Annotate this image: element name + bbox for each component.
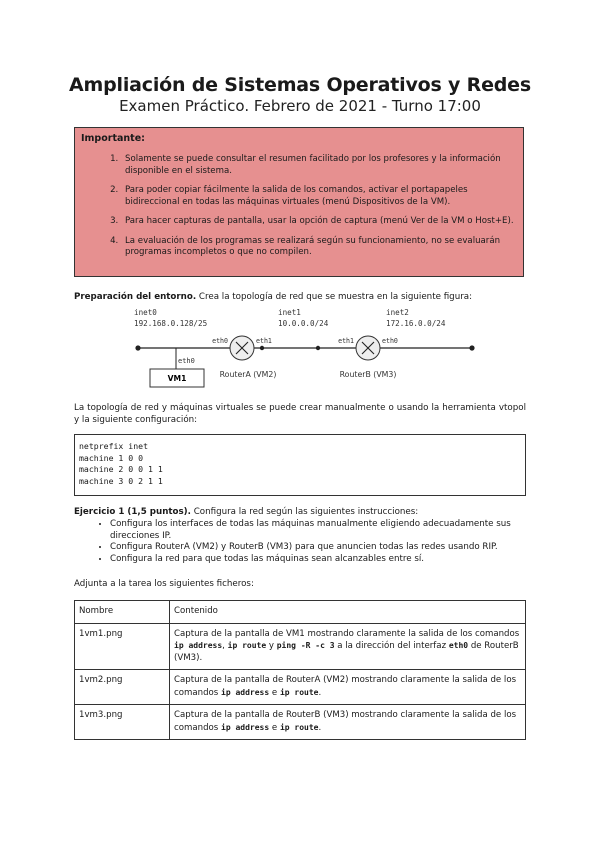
vm1-label: VM1 xyxy=(167,374,187,383)
routerB-right-iface: eth0 xyxy=(382,337,398,345)
important-item: 4. La evaluación de los programas se realizará según su funcionamiento, no se evaluarán programas incompletos o que no compilen. xyxy=(121,236,517,259)
exercise1-bullet: • Configura RouterA (VM2) y RouterB (VM3) para que anuncien todas las redes usando RIP. xyxy=(110,542,550,554)
attach-paragraph: Adjunta a la tarea los siguientes ficheros: xyxy=(74,579,254,589)
routerB-label: RouterB (VM3) xyxy=(339,370,397,379)
network-endpoint-right xyxy=(469,345,474,350)
important-item: 1. Solamente se puede consultar el resumen facilitado por los profesores y la información disponible en el sistema. xyxy=(121,154,517,177)
vm1-iface-label: eth0 xyxy=(178,357,195,365)
file-description: Captura de la pantalla de RouterB (VM3) mostrando claramente la salida de los comandos ip address e ip route. xyxy=(170,705,526,740)
table-row xyxy=(75,705,526,740)
command-text: ip address xyxy=(174,641,223,650)
table-row xyxy=(75,623,526,670)
command-text: ip route xyxy=(227,641,267,650)
network-diagram xyxy=(120,306,490,396)
files-table xyxy=(74,600,526,740)
routerA-left-iface: eth0 xyxy=(212,337,228,345)
command-text: ip route xyxy=(279,722,319,732)
setup-text: Crea la topología de red que se muestra en la siguiente figura: xyxy=(196,292,473,302)
command-text: ping -R -c 3 xyxy=(276,641,335,650)
table-row xyxy=(75,670,526,705)
important-heading: Importante: xyxy=(81,133,145,144)
exercise1-text: Configura la red según las siguientes instrucciones: xyxy=(190,507,419,517)
routerB-left-iface: eth1 xyxy=(338,337,354,345)
inet2-network: 172.16.0.0/24 xyxy=(386,319,446,328)
inet2-name: inet2 xyxy=(386,308,409,317)
file-description: Captura de la pantalla de RouterA (VM2) mostrando claramente la salida de los comandos ip address e ip route. xyxy=(170,670,526,705)
page-title: Ampliación de Sistemas Operativos y Redes xyxy=(69,74,531,96)
file-description: Captura de la pantalla de VM1 mostrando claramente la salida de los comandos ip address, ip route y ping -R -c 3 a la dirección del interfaz eth0 de RouterB (VM3). xyxy=(170,623,526,670)
inet0-name: inet0 xyxy=(134,308,157,317)
code-line: machine 3 0 2 1 1 xyxy=(79,475,163,486)
command-text: ip address xyxy=(221,722,270,732)
routerA-label: RouterA (VM2) xyxy=(219,370,277,379)
table-header-cell: Contenido xyxy=(170,601,526,624)
routerA-right-iface: eth1 xyxy=(256,337,272,345)
table-header-cell: Nombre xyxy=(75,601,170,624)
command-text: ip address xyxy=(221,687,270,697)
exercise1-bullets xyxy=(88,519,550,565)
network-junction xyxy=(260,346,264,350)
exercise1-bullet: • Configura los interfaces de todas las máquinas manualmente eligiendo adecuadamente sus direcciones IP. xyxy=(110,519,550,542)
network-junction xyxy=(316,346,320,350)
inet1-network: 10.0.0.0/24 xyxy=(278,319,329,328)
code-line: netprefix inet xyxy=(79,441,149,451)
setup-paragraph xyxy=(74,291,526,303)
file-name: 1vm3.png xyxy=(75,705,170,740)
code-line: machine 1 0 0 xyxy=(79,452,144,463)
important-item: 3. Para hacer capturas de pantalla, usar la opción de captura (menú Ver de la VM o Host+E). xyxy=(121,216,517,228)
page-subtitle: Examen Práctico. Febrero de 2021 - Turno 17:00 xyxy=(119,97,481,115)
exercise1-label: Ejercicio 1 (1,5 puntos). xyxy=(74,507,191,517)
command-text: eth0 xyxy=(448,641,469,650)
setup-label: Preparación del entorno. xyxy=(74,292,197,302)
inet0-network: 192.168.0.128/25 xyxy=(134,319,208,328)
network-endpoint-left xyxy=(135,345,140,350)
topology-paragraph: La topología de red y máquinas virtuales se puede crear manualmente o usando la herramienta vtopol y la siguiente configuración: xyxy=(74,403,526,425)
exercise1-bullet: • Configura la red para que todas las máquinas sean alcanzables entre sí. xyxy=(110,554,550,566)
important-box xyxy=(74,127,524,277)
important-list xyxy=(81,154,517,259)
file-name: 1vm1.png xyxy=(75,623,170,670)
table-header-row xyxy=(75,601,526,624)
exercise1-paragraph xyxy=(74,506,526,518)
command-text: ip route xyxy=(279,687,319,697)
important-item: 2. Para poder copiar fácilmente la salida de los comandos, activar el portapapeles bidireccional en todas las máquinas virtuales (menú Dispositivos de la VM). xyxy=(121,185,517,208)
vtopol-config xyxy=(74,434,526,496)
inet1-name: inet1 xyxy=(278,308,301,317)
file-name: 1vm2.png xyxy=(75,670,170,705)
code-line: machine 2 0 0 1 1 xyxy=(79,464,163,474)
